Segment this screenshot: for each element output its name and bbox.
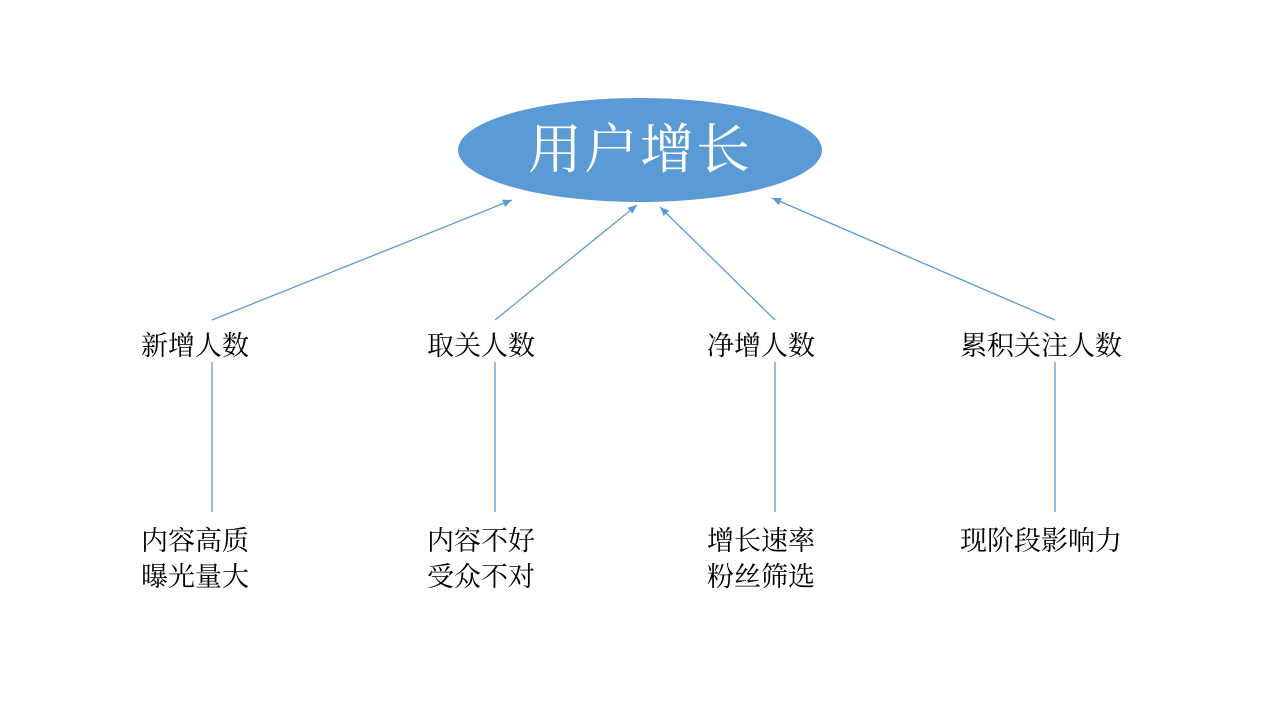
branch-label-2[interactable]: 取关人数 xyxy=(427,331,535,361)
leaf-group-3[interactable] xyxy=(707,523,815,596)
edge-branch-4-to-root xyxy=(772,198,1055,320)
leaf-line-3-1: 增长速率 xyxy=(707,526,815,556)
leaf-line-2-1: 内容不好 xyxy=(427,526,535,556)
branch-label-3[interactable]: 净增人数 xyxy=(707,331,815,361)
branch-label-4[interactable]: 累积关注人数 xyxy=(960,331,1122,361)
edge-branch-2-to-root xyxy=(495,205,637,320)
leaf-line-4-1: 现阶段影响力 xyxy=(960,526,1122,556)
leaf-line-1-1: 内容高质 xyxy=(141,526,249,556)
root-node-label: 用户增长 xyxy=(528,120,752,180)
branch-label-1[interactable]: 新增人数 xyxy=(141,331,249,361)
leaf-group-4[interactable] xyxy=(960,523,1122,559)
leaf-line-2-2: 受众不对 xyxy=(427,562,535,593)
edge-branch-3-to-root xyxy=(660,207,775,320)
leaf-group-2[interactable] xyxy=(427,523,535,596)
leaf-line-1-2: 曝光量大 xyxy=(141,562,249,593)
root-node[interactable] xyxy=(458,98,822,202)
leaf-line-3-2: 粉丝筛选 xyxy=(707,562,815,593)
edge-branch-1-to-root xyxy=(212,200,512,320)
leaf-group-1[interactable] xyxy=(141,523,249,596)
